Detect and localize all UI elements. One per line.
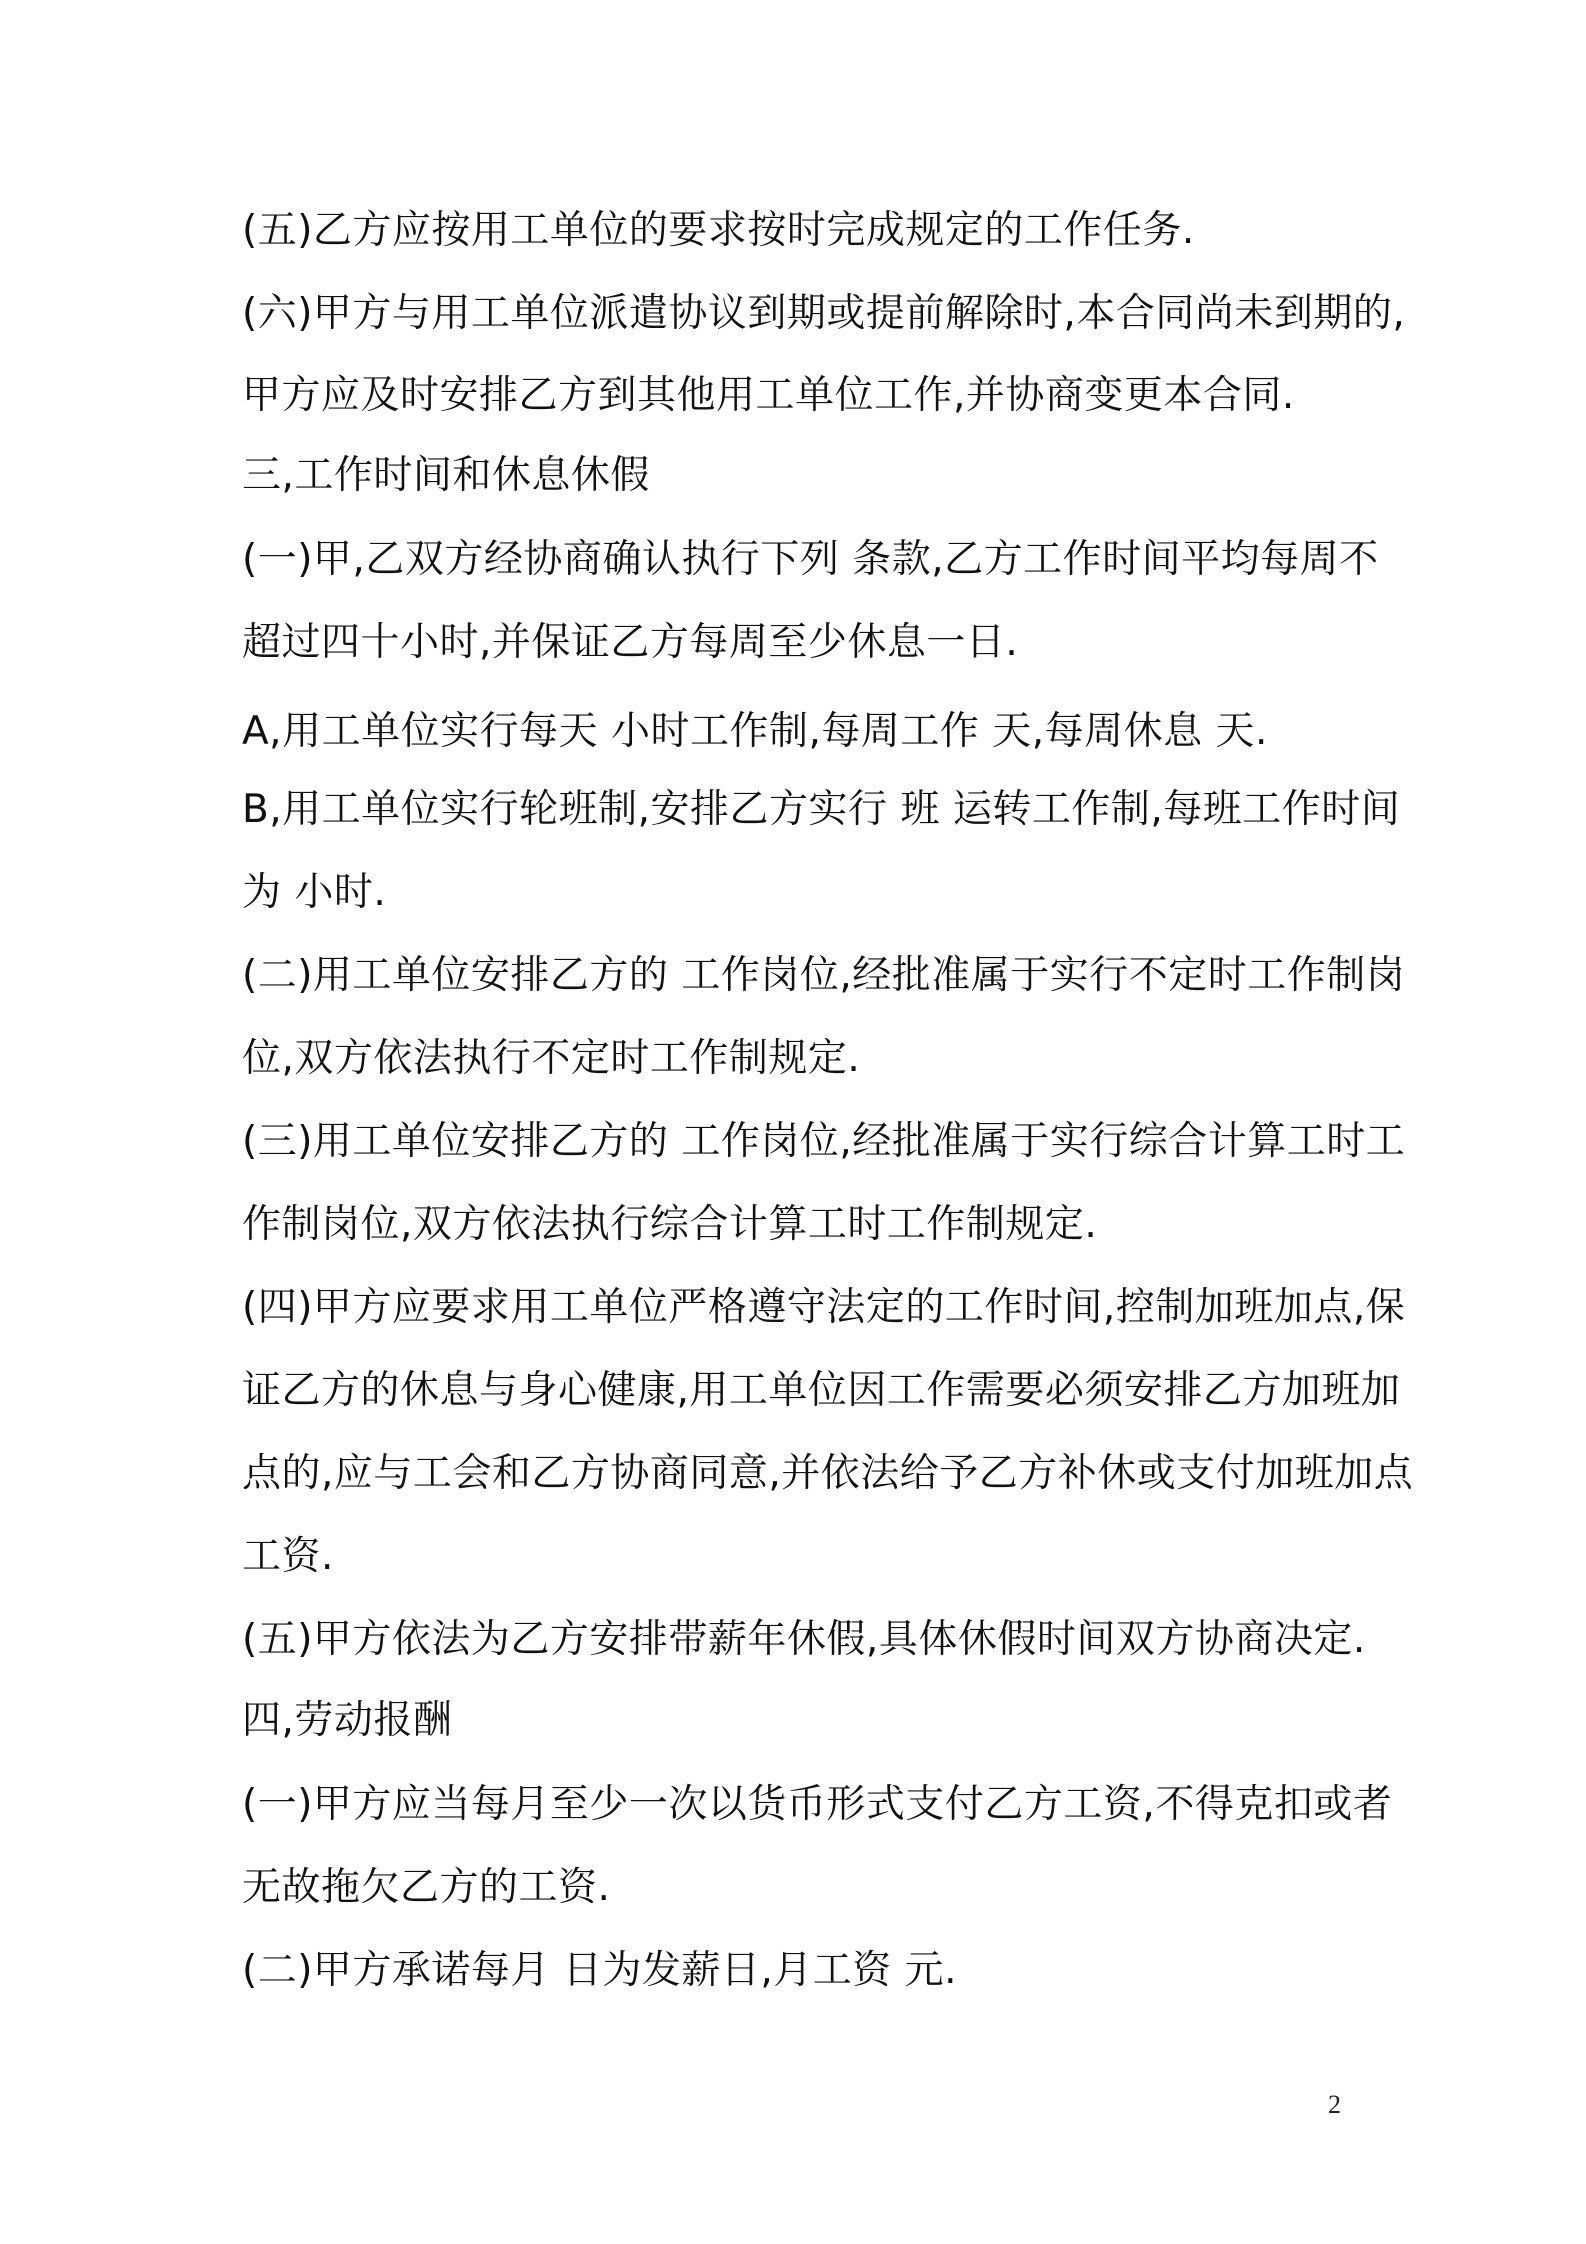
text-line: (一)甲方应当每月至少一次以货币形式支付乙方工资,不得克扣或者: [242, 1782, 1393, 1827]
text-line: (五)乙方应按用工单位的要求按时完成规定的工作任务.: [242, 208, 1195, 253]
text-line: 证乙方的休息与身心健康,用工单位因工作需要必须安排乙方加班加: [242, 1368, 1401, 1413]
text-line: (二)甲方承诺每月 日为发薪日,月工资 元.: [242, 1948, 958, 1993]
text-line: (五)甲方依法为乙方安排带薪年休假,具体休假时间双方协商决定.: [242, 1617, 1366, 1662]
text-line: 作制岗位,双方依法执行综合计算工时工作制规定.: [242, 1202, 1098, 1247]
text-line: 点的,应与工会和乙方协商同意,并依法给予乙方补休或支付加班加点: [242, 1451, 1414, 1496]
text-line: 甲方应及时安排乙方到其他用工单位工作,并协商变更本合同.: [242, 373, 1295, 418]
text-line: (四)甲方应要求用工单位严格遵守法定的工作时间,控制加班加点,保: [242, 1285, 1406, 1330]
text-line: 为 小时.: [242, 870, 387, 915]
text-line: (二)用工单位安排乙方的 工作岗位,经批准属于实行不定时工作制岗: [242, 953, 1406, 998]
text-line: 超过四十小时,并保证乙方每周至少休息一日.: [242, 620, 1019, 665]
text-line: A,用工单位实行每天 小时工作制,每周工作 天,每周休息 天.: [242, 709, 1268, 754]
section-heading: 三,工作时间和休息休假: [242, 453, 650, 498]
text-line: B,用工单位实行轮班制,安排乙方实行 班 运转工作制,每班工作时间: [242, 787, 1401, 832]
text-line: 无故拖欠乙方的工资.: [242, 1865, 611, 1910]
text-line: (一)甲,乙双方经协商确认执行下列 条款,乙方工作时间平均每周不: [242, 537, 1379, 582]
page-number: 2: [1328, 2090, 1341, 2119]
text-line: 工资.: [242, 1534, 334, 1579]
text-line: 位,双方依法执行不定时工作制规定.: [242, 1036, 861, 1081]
section-heading: 四,劳动报酬: [242, 1698, 453, 1743]
text-line: (六)甲方与用工单位派遣协议到期或提前解除时,本合同尚未到期的,: [242, 291, 1406, 336]
text-line: (三)用工单位安排乙方的 工作岗位,经批准属于实行综合计算工时工: [242, 1119, 1406, 1164]
